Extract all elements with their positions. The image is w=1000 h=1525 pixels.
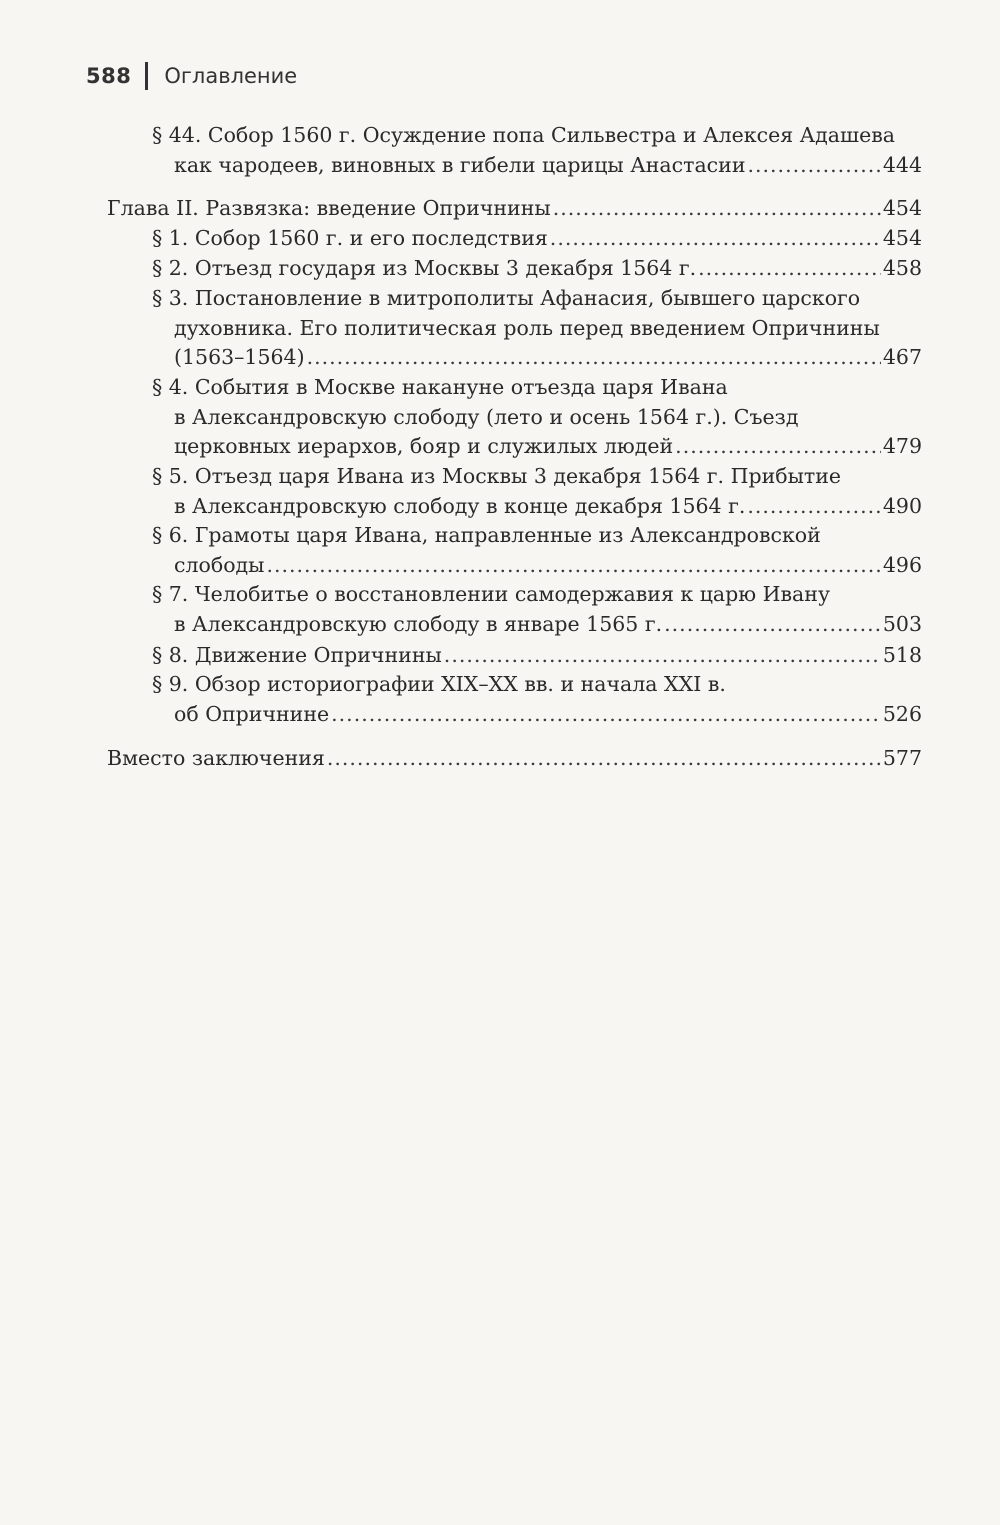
toc-entry-text: § 5. Отъезд царя Ивана из Москвы 3 декабря 1564 г. Прибытие [152,464,842,488]
toc-leader-dots [747,491,881,521]
toc-page-number: 490 [882,493,922,518]
toc-leader-dots [307,342,881,372]
toc-entry-text: в Александровскую слободу (лето и осень 1564 г.). Съезд [174,404,799,429]
toc-entry-line [152,223,922,253]
toc-page-number: 444 [882,152,922,177]
toc-leader-dots [664,609,881,639]
toc-entry-text: Вместо заключения [107,746,325,770]
toc-page-number: 577 [882,746,922,770]
toc-entry-line [152,640,922,670]
toc-entry-line [152,253,922,283]
toc-entry-line-continued [152,669,726,699]
toc-entry-line [174,550,922,580]
toc-entry-line [174,491,922,521]
toc-leader-dots [327,743,881,773]
running-head-title: Оглавление [164,64,298,88]
toc-entry-text: в Александровскую слободу в конце декабря 1564 г. [174,493,746,518]
toc-entry-text: об Опричнине [174,701,330,726]
toc-entry-text: в Александровскую слободу в январе 1565 г. [174,611,663,636]
toc-entry-text: § 6. Грамоты царя Ивана, направленные из Александровской [152,523,821,547]
page-number: 588 [86,64,132,88]
toc-entry-text: духовника. Его политическая роль перед введением Опричнины [174,315,880,340]
toc-entry-line-continued [152,461,841,491]
toc-page-number: 526 [882,701,922,726]
toc-entry-text: § 1. Собор 1560 г. и его последствия [152,226,548,250]
toc-entry-line-continued [152,579,830,609]
toc-entry-line [174,609,922,639]
toc-entry-line [174,150,922,180]
toc-entry-text: § 2. Отъезд государя из Москвы 3 декабря 1564 г. [152,256,697,280]
running-head [86,58,297,94]
toc-leader-dots [698,253,881,283]
toc-entry-text: § 3. Постановление в митрополиты Афанасия, бывшего царского [152,286,861,310]
toc-leader-dots [675,431,881,461]
toc-entry-text: § 44. Собор 1560 г. Осуждение попа Сильвестра и Алексея Адашева [152,123,895,147]
toc-entry-text: § 7. Челобитье о восстановлении самодержавия к царю Ивану [152,582,831,606]
toc-entry-text: как чародеев, виновных в гибели царицы Анастасии [174,152,746,177]
toc-page-number: 518 [882,643,922,667]
toc-entry-line [107,743,922,773]
toc-leader-dots [266,550,880,580]
toc-entry-line-continued [152,283,860,313]
toc-page-number: 458 [882,256,922,280]
toc-page-number: 467 [882,345,922,369]
toc-leader-dots [444,640,881,670]
toc-page-number: 479 [882,434,922,458]
toc-entry-text: Глава II. Развязка: введение Опричнины [107,196,551,220]
toc-page-number: 496 [882,552,922,577]
toc-entry-text: слободы [174,552,265,577]
toc-entry-text: (1563–1564) [174,345,305,369]
toc-entry-line-continued [174,313,880,343]
toc-entry-text: § 8. Движение Опричнины [152,643,442,667]
toc-page-number: 503 [882,611,922,636]
toc-entry-line-continued [152,520,821,550]
header-divider [145,62,148,90]
toc-leader-dots [331,699,881,729]
toc-page-number: 454 [882,226,922,250]
toc-entry-text: § 4. События в Москве накануне отъезда царя Ивана [152,375,728,399]
toc-entry-line-continued [152,120,895,150]
toc-entry-text: § 9. Обзор историографии XIX–XX вв. и начала XXI в. [152,672,726,696]
toc-page-number: 454 [882,196,922,220]
toc-entry-line [174,342,922,372]
toc-leader-dots [747,150,880,180]
toc-entry-line [174,699,922,729]
toc-leader-dots [550,223,881,253]
toc-entry-line [107,193,922,223]
toc-leader-dots [553,193,881,223]
toc-entry-text: церковных иерархов, бояр и служилых людей [174,434,674,458]
toc-entry-line-continued [152,372,728,402]
toc-entry-line-continued [174,402,798,432]
toc-entry-line [174,431,922,461]
